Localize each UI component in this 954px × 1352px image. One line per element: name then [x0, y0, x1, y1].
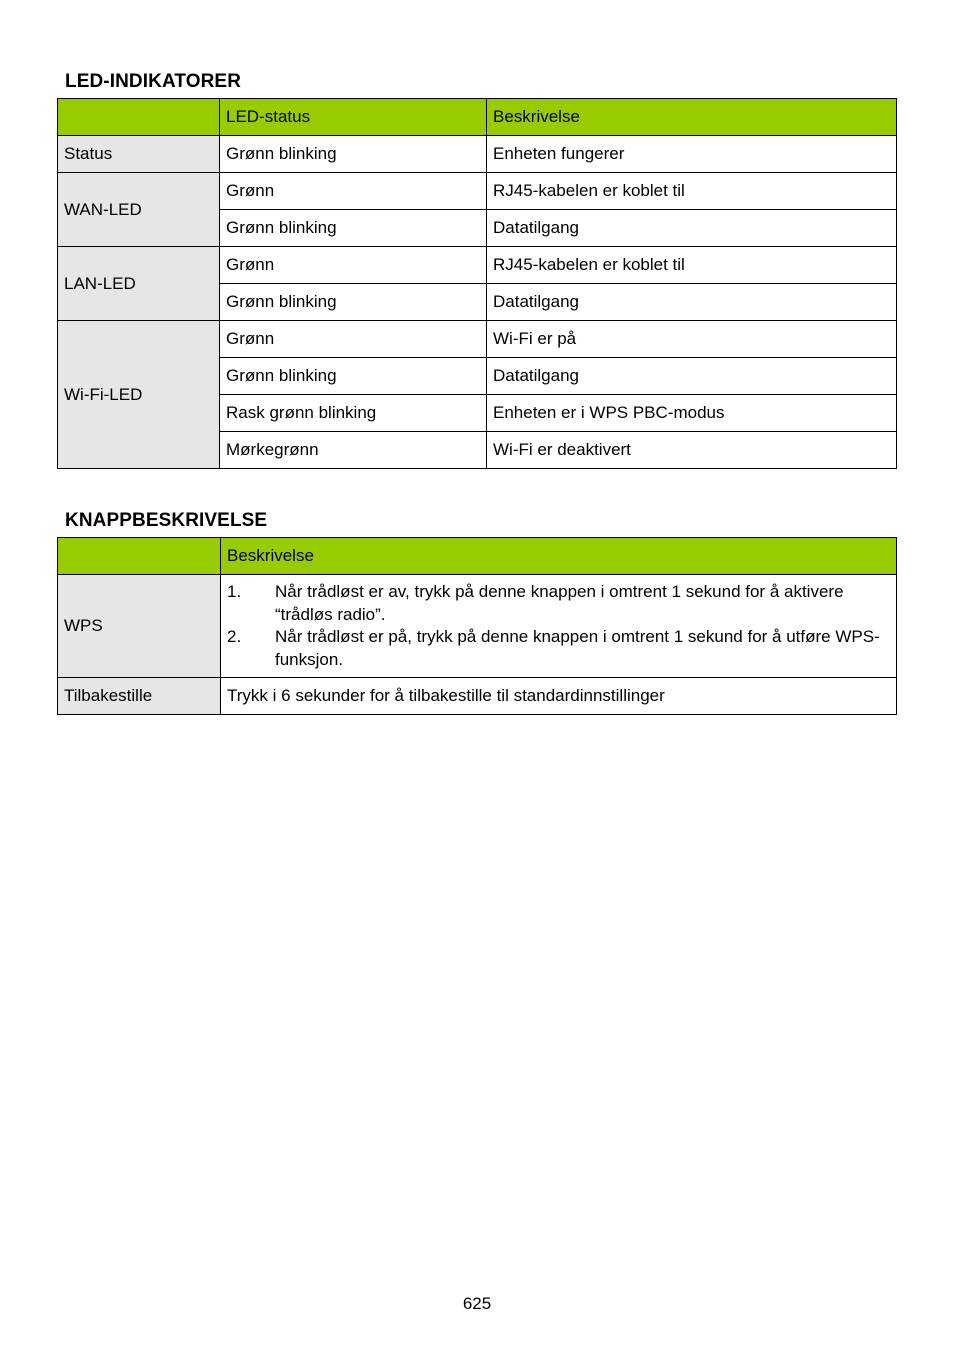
led-status-cell: Mørkegrønn — [220, 432, 487, 469]
led-description-cell: RJ45-kabelen er koblet til — [487, 173, 897, 210]
led-status-cell: Grønn — [220, 321, 487, 358]
led-description-cell: Datatilgang — [487, 358, 897, 395]
button-header-description: Beskrivelse — [221, 538, 897, 575]
led-name-lan: LAN-LED — [58, 247, 220, 321]
list-item — [227, 581, 890, 626]
led-status-cell: Grønn blinking — [220, 358, 487, 395]
led-description-cell: Datatilgang — [487, 284, 897, 321]
button-name-wps: WPS — [58, 575, 221, 678]
list-item-number: 1. — [227, 582, 242, 601]
led-name-wifi: Wi-Fi-LED — [58, 321, 220, 469]
wps-description-cell — [221, 575, 897, 678]
list-item-text: Når trådløst er av, trykk på denne knappen i omtrent 1 sekund for å aktivere “trådløs radio”. — [275, 582, 844, 624]
button-table-header-row — [58, 538, 897, 575]
led-description-cell: RJ45-kabelen er koblet til — [487, 247, 897, 284]
led-name-wan: WAN-LED — [58, 173, 220, 247]
led-name-status: Status — [58, 136, 220, 173]
wps-instruction-list — [227, 581, 890, 671]
led-description-cell: Wi-Fi er deaktivert — [487, 432, 897, 469]
table-row — [58, 678, 897, 715]
button-header-empty — [58, 538, 221, 575]
led-status-cell: Grønn — [220, 173, 487, 210]
led-description-cell: Datatilgang — [487, 210, 897, 247]
table-row — [58, 173, 897, 210]
led-status-cell: Grønn — [220, 247, 487, 284]
list-item-number: 2. — [227, 627, 242, 646]
led-header-empty — [58, 99, 220, 136]
table-row — [58, 136, 897, 173]
led-description-cell: Enheten fungerer — [487, 136, 897, 173]
led-table-header-row — [58, 99, 897, 136]
led-status-cell: Grønn blinking — [220, 136, 487, 173]
led-status-cell: Grønn blinking — [220, 284, 487, 321]
button-name-reset: Tilbakestille — [58, 678, 221, 715]
led-description-cell: Enheten er i WPS PBC-modus — [487, 395, 897, 432]
button-description-title: KNAPPBESKRIVELSE — [65, 510, 268, 531]
page-number: 625 — [462, 1294, 492, 1313]
led-indicators-table — [57, 98, 897, 469]
table-row — [58, 575, 897, 678]
table-row — [58, 321, 897, 358]
led-status-cell: Rask grønn blinking — [220, 395, 487, 432]
led-header-status: LED-status — [220, 99, 487, 136]
list-item-text: Når trådløst er på, trykk på denne knappen i omtrent 1 sekund for å utføre WPS-funksjon. — [275, 627, 880, 669]
reset-description-cell: Trykk i 6 sekunder for å tilbakestille til standardinnstillinger — [221, 678, 897, 715]
table-row — [58, 247, 897, 284]
led-status-cell: Grønn blinking — [220, 210, 487, 247]
led-header-description: Beskrivelse — [487, 99, 897, 136]
led-indicators-title: LED-INDIKATORER — [65, 71, 242, 92]
list-item — [227, 626, 890, 671]
led-description-cell: Wi-Fi er på — [487, 321, 897, 358]
button-description-table — [57, 537, 897, 715]
